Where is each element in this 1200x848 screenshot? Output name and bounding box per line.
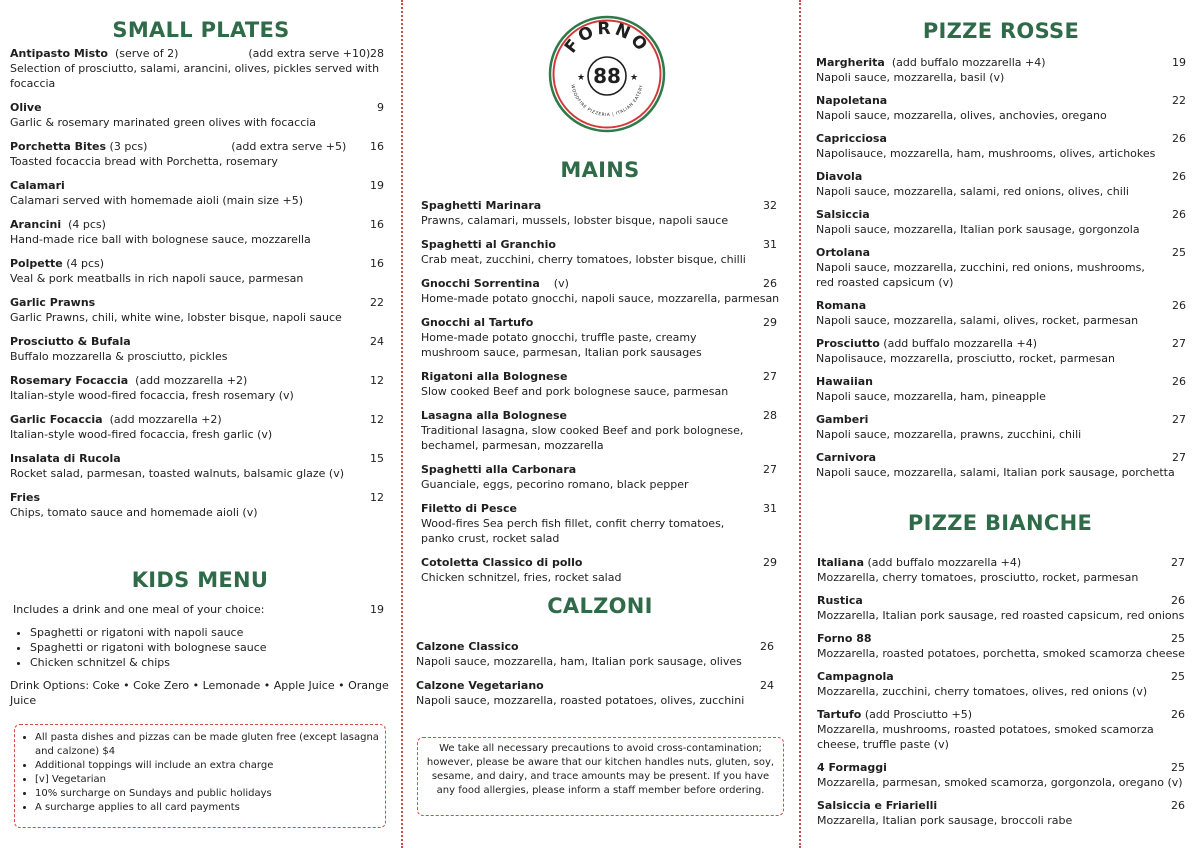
menu-item-name-row — [421, 555, 781, 570]
menu-item-name: Garlic Focaccia — [10, 413, 103, 426]
menu-item-price: 26 — [1171, 594, 1185, 607]
menu-item-name-row — [816, 412, 1186, 427]
menu-item-price: 22 — [1172, 94, 1186, 107]
menu-item-description: Napoli sauce, mozzarella, zucchini, red onions, mushrooms, red roasted capsicum (v) — [816, 261, 1145, 289]
section-title-small-plates: SMALL PLATES — [112, 18, 290, 42]
menu-item-price: 26 — [1172, 132, 1186, 145]
menu-item-name: Antipasto Misto — [10, 47, 108, 60]
menu-item-description: Home-made potato gnocchi, napoli sauce, mozzarella, parmesan — [421, 292, 780, 305]
menu-item-extra: (add mozzarella +2) — [102, 413, 222, 426]
menu-item-price: 28 — [370, 47, 384, 60]
menu-item-description: Chips, tomato sauce and homemade aioli (v) — [10, 506, 258, 519]
column-right — [800, 0, 1200, 848]
menu-item-description: Calamari served with homemade aioli (main size +5) — [10, 194, 303, 207]
menu-item-name: Gnocchi Sorrentina — [421, 277, 540, 290]
menu-item-description: Crab meat, zucchini, cherry tomatoes, lobster bisque, chilli — [421, 253, 746, 266]
menu-item-name-row — [817, 760, 1185, 775]
menu-item-name: Garlic Prawns — [10, 296, 96, 309]
notes-box — [14, 724, 386, 828]
menu-item — [817, 631, 1185, 661]
menu-item-description: Buffalo mozzarella & prosciutto, pickles — [10, 350, 228, 363]
column-left — [0, 0, 400, 848]
menu-item — [421, 315, 781, 360]
menu-item-name-row — [416, 639, 778, 654]
menu-item-price: 27 — [1172, 413, 1186, 426]
menu-item-description: Mozzarella, Italian pork sausage, broccoli rabe — [817, 814, 1073, 827]
menu-item — [10, 295, 392, 325]
menu-item — [10, 451, 392, 481]
menu-item-extra: (3 pcs) (add extra serve +5) — [106, 140, 347, 153]
menu-item-extra: (add mozzarella +2) — [128, 374, 248, 387]
menu-item-name-row — [816, 169, 1186, 184]
menu-item-description: Toasted focaccia bread with Porchetta, rosemary — [10, 155, 278, 168]
section-title-pizze-rosse: PIZZE ROSSE — [922, 19, 1080, 43]
menu-item-price: 25 — [1171, 670, 1185, 683]
section-title-mains: MAINS — [560, 158, 640, 182]
kids-intro — [10, 602, 392, 617]
menu-item-name-row — [817, 555, 1185, 570]
menu-item-name-row — [416, 678, 778, 693]
menu-item-price: 25 — [1172, 246, 1186, 259]
menu-item-name: Fries — [10, 491, 41, 504]
menu-item-description: Napoli sauce, mozzarella, basil (v) — [816, 71, 1005, 84]
menu-item-price: 12 — [370, 491, 384, 504]
menu-item — [416, 639, 778, 669]
menu-item — [816, 245, 1186, 290]
menu-item-description: Prawns, calamari, mussels, lobster bisque, napoli sauce — [421, 214, 729, 227]
menu-item-name: 4 Formaggi — [817, 761, 887, 774]
menu-item — [416, 678, 778, 708]
menu-item-description: Napoli sauce, mozzarella, salami, olives, rocket, parmesan — [816, 314, 1139, 327]
menu-item-name-row — [816, 336, 1186, 351]
menu-item-price: 26 — [760, 640, 774, 653]
menu-item-description: Napoli sauce, mozzarella, ham, pineapple — [816, 390, 1046, 403]
menu-item-extra: (add buffalo mozzarella +4) — [879, 337, 1037, 350]
menu-item-price: 16 — [370, 140, 384, 153]
menu-item-name: Cotoletta Classico di pollo — [421, 556, 583, 569]
menu-item-name: Napoletana — [816, 94, 888, 107]
logo-emblem — [547, 10, 667, 136]
mains-list — [421, 198, 781, 594]
menu-item — [421, 501, 781, 546]
menu-item-price: 26 — [1171, 708, 1185, 721]
menu-item — [816, 412, 1186, 442]
menu-item-name: Spaghetti al Granchio — [421, 238, 556, 251]
note-item: • All pasta dishes and pizzas can be made gluten free (except lasagna and calzone) $4 — [35, 731, 379, 759]
note-item: • [v] Vegetarian — [35, 773, 379, 787]
logo-top-text: FORNO — [560, 18, 653, 58]
calzoni-list — [416, 639, 778, 717]
allergy-notice: We take all necessary precautions to avoid cross-contamination; however, please be aware that our kitchen handles nuts, gluten, soy, sesame, and dairy, and trace amounts may be present. If you have any food allergies, please inform a staff member before ordering. — [426, 743, 775, 796]
menu-item-name: Carnivora — [816, 451, 877, 464]
menu-item-name-row — [10, 178, 392, 193]
menu-item-name: Diavola — [816, 170, 863, 183]
menu-item-price: 27 — [1172, 337, 1186, 350]
menu-item-name: Rustica — [817, 594, 863, 607]
menu-item-description: Napoli sauce, mozzarella, ham, Italian pork sausage, olives — [416, 655, 742, 668]
menu-item-extra: (4 pcs) — [61, 218, 106, 231]
menu-item — [816, 336, 1186, 366]
menu-item-description: Slow cooked Beef and pork bolognese sauce, parmesan — [421, 385, 729, 398]
menu-item-price: 28 — [763, 409, 777, 422]
pizze-bianche-list — [817, 555, 1185, 836]
menu-item-name-row — [10, 217, 392, 232]
menu-item — [421, 198, 781, 228]
menu-item-name: Calzone Classico — [416, 640, 519, 653]
menu-item — [421, 369, 781, 399]
kids-menu-block — [10, 602, 392, 708]
menu-item-name: Calamari — [10, 179, 65, 192]
menu-item-price: 29 — [763, 556, 777, 569]
menu-item-name: Margherita — [816, 56, 885, 69]
menu-item-extra: (4 pcs) — [62, 257, 105, 270]
menu-item-name: Campagnola — [817, 670, 894, 683]
menu-item-name: Spaghetti alla Carbonara — [421, 463, 577, 476]
menu-item-name: Gnocchi al Tartufo — [421, 316, 534, 329]
menu-item-name: Italiana — [817, 556, 864, 569]
menu-item-price: 31 — [763, 238, 777, 251]
kids-option: • Spaghetti or rigatoni with napoli sauce — [30, 625, 392, 640]
menu-item-description: Mozzarella, Italian pork sausage, red roasted capsicum, red onions — [817, 609, 1185, 622]
menu-item-name-row — [421, 198, 781, 213]
menu-item-description: Napoli sauce, mozzarella, olives, anchovies, oregano — [816, 109, 1107, 122]
menu-item-price: 12 — [370, 374, 384, 387]
drink-options: Drink Options: Coke • Coke Zero • Lemonade • Apple Juice • Orange Juice — [10, 679, 389, 707]
section-title-pizze-bianche: PIZZE BIANCHE — [907, 511, 1093, 535]
small-plates-list — [10, 46, 392, 520]
menu-item-name-row — [817, 631, 1185, 646]
menu-item-price: 16 — [370, 218, 384, 231]
menu-item — [816, 169, 1186, 199]
menu-item-name-row — [816, 374, 1186, 389]
menu-item-name: Arancini — [10, 218, 62, 231]
menu-item — [10, 373, 392, 403]
menu-item-description: Mozzarella, mushrooms, roasted potatoes, smoked scamorza cheese, truffle paste (v) — [817, 723, 1154, 751]
menu-item-price: 26 — [763, 277, 777, 290]
menu-item-description: Napoli sauce, mozzarella, prawns, zucchini, chili — [816, 428, 1082, 441]
menu-item-name: Salsiccia — [816, 208, 870, 221]
menu-item-price: 19 — [1172, 56, 1186, 69]
menu-item-price: 27 — [763, 463, 777, 476]
menu-item — [816, 55, 1186, 85]
forno-88-logo — [547, 10, 667, 136]
allergy-notice-box — [417, 737, 784, 816]
menu-item-price: 19 — [370, 179, 384, 192]
svg-text:WOODFIRE PIZZERIA | ITALIAN EA — [569, 84, 644, 118]
menu-item-name-row — [10, 256, 392, 271]
menu-item-name-row — [10, 451, 392, 466]
menu-item — [816, 131, 1186, 161]
section-title-kids-menu: KIDS MENU — [131, 568, 269, 592]
menu-item — [10, 46, 392, 91]
menu-item-description: Selection of prosciutto, salami, arancini, olives, pickles served with focaccia — [10, 62, 380, 90]
menu-item — [421, 462, 781, 492]
menu-item-name: Capricciosa — [816, 132, 887, 145]
menu-item — [816, 450, 1186, 480]
menu-item-name-row — [421, 237, 781, 252]
menu-item — [10, 490, 392, 520]
menu-item-name: Filetto di Pesce — [421, 502, 517, 515]
menu-item-price: 26 — [1172, 208, 1186, 221]
menu-item-description: Italian-style wood-fired focaccia, fresh rosemary (v) — [10, 389, 294, 402]
menu-item-description: Hand-made rice ball with bolognese sauce, mozzarella — [10, 233, 311, 246]
menu-item — [421, 555, 781, 585]
pizze-rosse-list — [816, 55, 1186, 480]
menu-item — [817, 798, 1185, 828]
menu-item-extra: (add buffalo mozzarella +4) — [884, 56, 1046, 69]
menu-item-name-row — [10, 295, 392, 310]
menu-item-price: 32 — [763, 199, 777, 212]
note-item: • 10% surcharge on Sundays and public holidays — [35, 787, 379, 801]
menu-item — [816, 207, 1186, 237]
star-icon: ★ — [577, 73, 586, 83]
menu-item-name: Forno 88 — [817, 632, 872, 645]
menu-item-description: Garlic Prawns, chili, white wine, lobster bisque, napoli sauce — [10, 311, 342, 324]
menu-item — [10, 178, 392, 208]
menu-item-name-row — [817, 669, 1185, 684]
menu-item-name: Tartufo — [817, 708, 862, 721]
menu-item-extra: (add buffalo mozzarella +4) — [864, 556, 1022, 569]
menu-item — [816, 374, 1186, 404]
menu-item — [817, 760, 1185, 790]
menu-item-name-row — [421, 462, 781, 477]
menu-item-name-row — [10, 490, 392, 505]
menu-item-name-row — [817, 593, 1185, 608]
menu-item-name: Porchetta Bites — [10, 140, 107, 153]
menu-item-name: Rigatoni alla Bolognese — [421, 370, 568, 383]
menu-item-name: Spaghetti Marinara — [421, 199, 542, 212]
note-item: • Additional toppings will include an extra charge — [35, 759, 379, 773]
menu-item-name: Hawaiian — [816, 375, 874, 388]
menu-item-name-row — [816, 245, 1186, 260]
menu-item-name-row — [816, 298, 1186, 313]
kids-intro-text: Includes a drink and one meal of your choice: — [13, 603, 265, 616]
menu-item-price: 25 — [1171, 632, 1185, 645]
section-title-calzoni: CALZONI — [547, 594, 653, 618]
menu-item-price: 31 — [763, 502, 777, 515]
menu-item-name-row — [816, 131, 1186, 146]
menu-item — [10, 217, 392, 247]
menu-item — [10, 412, 392, 442]
menu-item-name-row — [10, 100, 392, 115]
menu-item-description: Chicken schnitzel, fries, rocket salad — [421, 571, 622, 584]
menu-item-name: Prosciutto & Bufala — [10, 335, 131, 348]
menu-item — [421, 276, 781, 306]
menu-item — [817, 593, 1185, 623]
menu-item-name: Polpette — [10, 257, 63, 270]
menu-item-description: Napoli sauce, mozzarella, salami, red onions, olives, chili — [816, 185, 1129, 198]
menu-item-name-row — [816, 450, 1186, 465]
menu-item-price: 9 — [377, 101, 384, 114]
logo-number: 88 — [593, 64, 621, 88]
menu-item-name: Olive — [10, 101, 42, 114]
menu-item-name-row — [816, 55, 1186, 70]
menu-item-name-row — [817, 707, 1185, 722]
menu-item-name-row — [816, 207, 1186, 222]
menu-item-description: Italian-style wood-fired focaccia, fresh garlic (v) — [10, 428, 273, 441]
menu-item-description: Mozzarella, parmesan, smoked scamorza, gorgonzola, oregano (v) — [817, 776, 1183, 789]
svg-text:FORNO — [561, 19, 653, 57]
menu-item-description: Mozzarella, zucchini, cherry tomatoes, olives, red onions (v) — [817, 685, 1148, 698]
menu-item-description: Wood-fires Sea perch fish fillet, confit cherry tomatoes, panko crust, rocket salad — [421, 517, 725, 545]
menu-item — [816, 298, 1186, 328]
menu-item-name: Rosemary Focaccia — [10, 374, 129, 387]
menu-item — [10, 256, 392, 286]
menu-item-name: Prosciutto — [816, 337, 880, 350]
column-middle — [402, 0, 798, 848]
menu-item-description: Veal & pork meatballs in rich napoli sauce, parmesan — [10, 272, 304, 285]
menu-item-price: 27 — [1171, 556, 1185, 569]
menu-item-name-row — [10, 46, 392, 61]
menu-item-description: Napoli sauce, mozzarella, Italian pork sausage, gorgonzola — [816, 223, 1140, 236]
menu-item-description: Mozzarella, cherry tomatoes, prosciutto, rocket, parmesan — [817, 571, 1139, 584]
menu-item-description: Mozzarella, roasted potatoes, porchetta, smoked scamorza cheese — [817, 647, 1185, 660]
menu-item — [10, 334, 392, 364]
menu-item-name-row — [421, 315, 781, 330]
menu-item-name: Lasagna alla Bolognese — [421, 409, 568, 422]
menu-item — [817, 555, 1185, 585]
menu-item-name-row — [10, 334, 392, 349]
menu-item-price: 26 — [1172, 375, 1186, 388]
menu-item-description: Home-made potato gnocchi, truffle paste, creamy mushroom sauce, parmesan, Italian pork sausages — [421, 331, 702, 359]
kids-option: • Spaghetti or rigatoni with bolognese sauce — [30, 640, 392, 655]
menu-item-name: Romana — [816, 299, 867, 312]
menu-item-price: 12 — [370, 413, 384, 426]
menu-item-price: 27 — [1172, 451, 1186, 464]
note-item: • A surcharge applies to all card payments — [35, 801, 379, 815]
star-icon: ★ — [630, 73, 639, 83]
menu-item-name: Salsiccia e Friarielli — [817, 799, 938, 812]
menu-item — [10, 139, 392, 169]
menu-item-price: 27 — [763, 370, 777, 383]
menu-item — [817, 707, 1185, 752]
menu-item-description: Garlic & rosemary marinated green olives with focaccia — [10, 116, 317, 129]
menu-item-description: Napolisauce, mozzarella, prosciutto, rocket, parmesan — [816, 352, 1115, 365]
menu-item-name-row — [10, 373, 392, 388]
menu-item-name-row — [817, 798, 1185, 813]
menu-item — [10, 100, 392, 130]
menu-item-extra: (serve of 2) (add extra serve +10) — [107, 47, 371, 60]
menu-item — [816, 93, 1186, 123]
menu-item-price: 22 — [370, 296, 384, 309]
menu-item-price: 26 — [1172, 170, 1186, 183]
menu-item-name-row — [816, 93, 1186, 108]
menu-item-price: 29 — [763, 316, 777, 329]
menu-item-name: Gamberi — [816, 413, 869, 426]
menu-item-description: Traditional lasagna, slow cooked Beef and pork bolognese, bechamel, parmesan, mozzarella — [421, 424, 744, 452]
menu-item-name-row — [421, 501, 781, 516]
menu-item-name-row — [10, 412, 392, 427]
menu-item — [421, 237, 781, 267]
menu-item-description: Guanciale, eggs, pecorino romano, black pepper — [421, 478, 689, 491]
menu-item-price: 15 — [370, 452, 384, 465]
logo-bottom-text: WOODFIRE PIZZERIA | ITALIAN EATERY — [569, 84, 645, 119]
menu-item-price: 25 — [1171, 761, 1185, 774]
menu-item-price: 24 — [370, 335, 384, 348]
menu-item-name-row — [421, 369, 781, 384]
menu-item-price: 16 — [370, 257, 384, 270]
menu-item-price: 24 — [760, 679, 774, 692]
menu-item-description: Napoli sauce, mozzarella, salami, Italian pork sausage, porchetta — [816, 466, 1175, 479]
menu-item-name: Ortolana — [816, 246, 871, 259]
menu-item-name-row — [421, 276, 781, 291]
kids-options-list — [10, 625, 392, 670]
menu-item-description: Rocket salad, parmesan, toasted walnuts, balsamic glaze (v) — [10, 467, 345, 480]
menu-item — [421, 408, 781, 453]
menu-item-price: 26 — [1172, 299, 1186, 312]
menu-item-name: Insalata di Rucola — [10, 452, 121, 465]
kids-price: 19 — [370, 603, 384, 616]
notes-list — [17, 731, 379, 815]
menu-item-extra: (add Prosciutto +5) — [861, 708, 972, 721]
menu-item-description: Napolisauce, mozzarella, ham, mushrooms, olives, artichokes — [816, 147, 1156, 160]
menu-item-name-row — [421, 408, 781, 423]
menu-item-name-row — [10, 139, 392, 154]
menu-item-name: Calzone Vegetariano — [416, 679, 544, 692]
menu-item — [817, 669, 1185, 699]
kids-option: • Chicken schnitzel & chips — [30, 655, 392, 670]
menu-item-price: 26 — [1171, 799, 1185, 812]
menu-item-extra: (v) — [539, 277, 569, 290]
menu-item-description: Napoli sauce, mozzarella, roasted potatoes, olives, zucchini — [416, 694, 745, 707]
